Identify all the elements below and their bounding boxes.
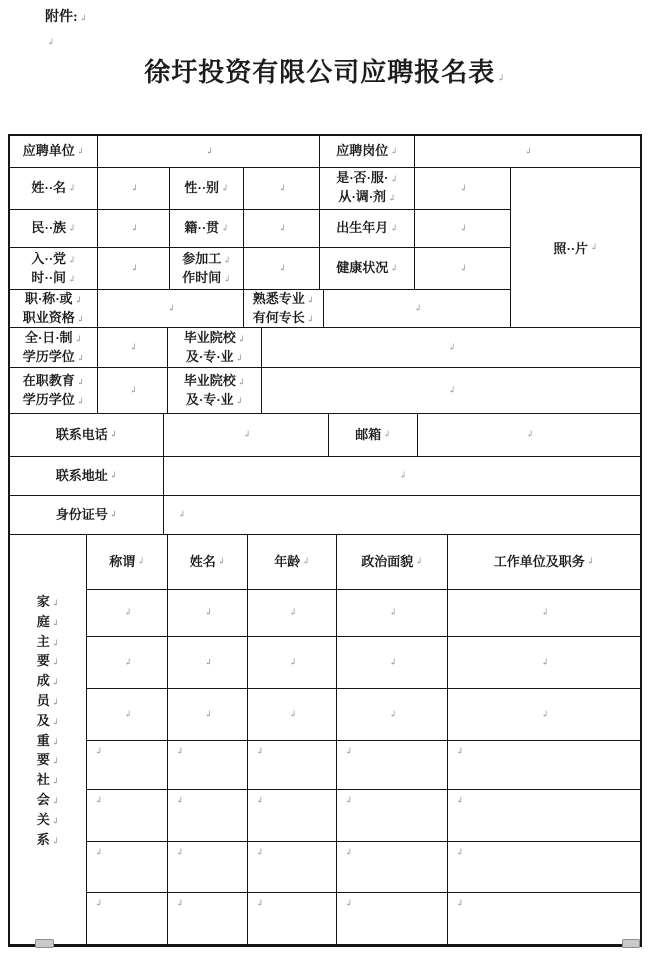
- family-relation-input[interactable]: ↲: [87, 637, 168, 688]
- family-age-input[interactable]: ↲: [248, 842, 337, 892]
- family-section: [10, 535, 640, 945]
- work-start-time-label: 参加工 ↲ 作时间 ↲: [170, 248, 244, 289]
- fulltime-school-major-input[interactable]: ↲: [448, 341, 456, 352]
- party-join-time-label: 入··党 ↲ 时··间 ↲: [10, 248, 98, 289]
- applying-position-label: 应聘岗位 ↲: [320, 136, 415, 167]
- work-start-time-input[interactable]: ↲: [244, 248, 320, 289]
- applying-unit-label: 应聘单位 ↲: [10, 136, 98, 167]
- family-age-input[interactable]: ↲: [248, 790, 337, 841]
- family-row-5: [87, 790, 640, 842]
- photo-cell[interactable]: 照··片 ↲: [510, 168, 640, 327]
- family-name-input[interactable]: ↲: [168, 893, 248, 944]
- page-artifact-left: [35, 939, 54, 948]
- ethnicity-input[interactable]: ↲: [98, 210, 170, 248]
- row-name-gender: [10, 168, 510, 210]
- family-name-input[interactable]: ↲: [168, 790, 248, 841]
- personal-info-left: [10, 168, 510, 327]
- address-label: 联系地址 ↲: [10, 457, 164, 495]
- family-workunit-input[interactable]: ↲: [456, 746, 464, 756]
- obey-adjustment-input[interactable]: ↲: [459, 182, 468, 193]
- id-number-label: 身份证号 ↲: [10, 496, 164, 534]
- fulltime-school-major-label: 毕业院校 ↲ 及·专·业 ↲: [168, 328, 262, 367]
- row-party-health: [10, 248, 510, 290]
- page-title: 徐圩投资有限公司应聘报名表 ↲: [144, 58, 506, 87]
- inservice-school-major-input[interactable]: ↲: [448, 384, 456, 395]
- specialty-input[interactable]: ↲: [414, 302, 422, 313]
- birth-date-label: 出生年月 ↲: [320, 210, 415, 248]
- family-header-relation: 称谓 ↲: [87, 535, 168, 589]
- family-header-name: 姓名 ↲: [168, 535, 248, 589]
- family-relation-input[interactable]: ↲: [87, 842, 168, 892]
- gender-input[interactable]: ↲: [244, 168, 320, 209]
- family-age-input[interactable]: ↲: [248, 689, 337, 740]
- family-political-input[interactable]: ↲: [337, 842, 448, 892]
- applying-position-input[interactable]: ↲: [524, 145, 533, 156]
- family-age-input[interactable]: ↲: [248, 637, 337, 688]
- family-name-input[interactable]: ↲: [168, 741, 248, 789]
- family-row-2: [87, 637, 640, 689]
- family-political-input[interactable]: ↲: [337, 590, 448, 636]
- family-header-age: 年龄 ↲: [248, 535, 337, 589]
- family-age-input[interactable]: ↲: [248, 893, 337, 944]
- inservice-school-major-label: 毕业院校 ↲ 及·专·业 ↲: [168, 368, 262, 413]
- professional-title-label: 职·称·或 ↲ 职业资格 ↲: [10, 290, 98, 327]
- native-place-label: 籍··贯 ↲: [170, 210, 244, 248]
- specialty-label: 熟悉专业 ↲ 有何专长 ↲: [244, 290, 324, 327]
- address-input[interactable]: ↲: [399, 470, 407, 481]
- pilcrow-mark: ↲: [47, 37, 55, 47]
- family-relation-input[interactable]: ↲: [87, 689, 168, 740]
- name-label: 姓··名 ↲: [10, 168, 98, 209]
- pilcrow-mark: ↲: [79, 13, 88, 23]
- professional-title-input[interactable]: ↲: [98, 290, 244, 327]
- family-workunit-input[interactable]: ↲: [456, 847, 464, 857]
- family-header-political: 政治面貌 ↲: [337, 535, 448, 589]
- id-number-input[interactable]: ↲: [178, 509, 186, 520]
- page-artifact-right: [622, 939, 640, 948]
- family-workunit-input[interactable]: ↲: [541, 656, 549, 667]
- family-political-input[interactable]: ↲: [337, 637, 448, 688]
- personal-info-block: [10, 168, 640, 328]
- family-name-input[interactable]: ↲: [168, 689, 248, 740]
- name-input[interactable]: ↲: [98, 168, 170, 209]
- family-row-3: [87, 689, 640, 741]
- applying-unit-input[interactable]: ↲: [98, 136, 320, 167]
- family-relation-input[interactable]: ↲: [87, 741, 168, 789]
- attachment-label: 附件: ↲: [45, 10, 88, 25]
- family-workunit-input[interactable]: ↲: [456, 898, 464, 908]
- fulltime-education-label: 全·日·制 ↲ 学历学位 ↲: [10, 328, 98, 367]
- email-input[interactable]: ↲: [526, 429, 534, 440]
- row-phone-email: [10, 414, 640, 457]
- birth-date-input[interactable]: ↲: [459, 222, 468, 233]
- family-row-4: [87, 741, 640, 790]
- family-political-input[interactable]: ↲: [337, 689, 448, 740]
- row-title-specialty: [10, 290, 510, 327]
- family-political-input[interactable]: ↲: [337, 790, 448, 841]
- family-name-input[interactable]: ↲: [168, 637, 248, 688]
- row-unit-position: [10, 136, 640, 168]
- family-name-input[interactable]: ↲: [168, 590, 248, 636]
- family-row-1: [87, 590, 640, 637]
- phone-input[interactable]: ↲: [164, 414, 329, 456]
- family-relation-input[interactable]: ↲: [87, 893, 168, 944]
- application-form-table: [8, 134, 642, 947]
- phone-label: 联系电话 ↲: [10, 414, 164, 456]
- obey-adjustment-label: 是·否·服· ↲ 从·调·剂 ↲: [320, 168, 415, 209]
- family-political-input[interactable]: ↲: [337, 741, 448, 789]
- inservice-education-label: 在职教育 ↲ 学历学位 ↲: [10, 368, 98, 413]
- family-age-input[interactable]: ↲: [248, 590, 337, 636]
- family-header-row: [87, 535, 640, 590]
- family-row-6: [87, 842, 640, 893]
- empty-paragraph: [45, 32, 55, 50]
- health-status-label: 健康状况 ↲: [320, 248, 415, 289]
- native-place-input[interactable]: ↲: [244, 210, 320, 248]
- row-id-number: [10, 496, 640, 535]
- row-ethnic-birth: [10, 210, 510, 249]
- family-row-7: [87, 893, 640, 944]
- row-address: [10, 457, 640, 496]
- row-fulltime-education: [10, 328, 640, 368]
- family-header-workunit: 工作单位及职务 ↲: [493, 553, 595, 569]
- family-name-input[interactable]: ↲: [168, 842, 248, 892]
- family-section-label: 家 ↲ 庭 ↲ 主 ↲ 要 ↲ 成 ↲ 员 ↲ 及 ↲ 重 ↲ 要 ↲ 社 ↲ 会 ↲ 关 ↲ 系 ↲: [10, 535, 87, 944]
- family-rows: [87, 535, 640, 944]
- inservice-education-input[interactable]: ↲: [98, 368, 168, 413]
- fulltime-education-input[interactable]: ↲: [98, 328, 168, 367]
- family-relation-input[interactable]: ↲: [87, 590, 168, 636]
- family-political-input[interactable]: ↲: [337, 893, 448, 944]
- party-join-time-input[interactable]: ↲: [98, 248, 170, 289]
- ethnicity-label: 民··族 ↲: [10, 210, 98, 248]
- gender-label: 性··别 ↲: [170, 168, 244, 209]
- email-label: 邮箱 ↲: [329, 414, 418, 456]
- family-workunit-input[interactable]: ↲: [456, 795, 464, 805]
- family-age-input[interactable]: ↲: [248, 741, 337, 789]
- row-inservice-education: [10, 368, 640, 414]
- pilcrow-mark: ↲: [497, 73, 506, 83]
- family-workunit-input[interactable]: ↲: [541, 708, 549, 719]
- family-workunit-input[interactable]: ↲: [541, 607, 549, 618]
- health-status-input[interactable]: ↲: [459, 263, 468, 274]
- family-relation-input[interactable]: ↲: [87, 790, 168, 841]
